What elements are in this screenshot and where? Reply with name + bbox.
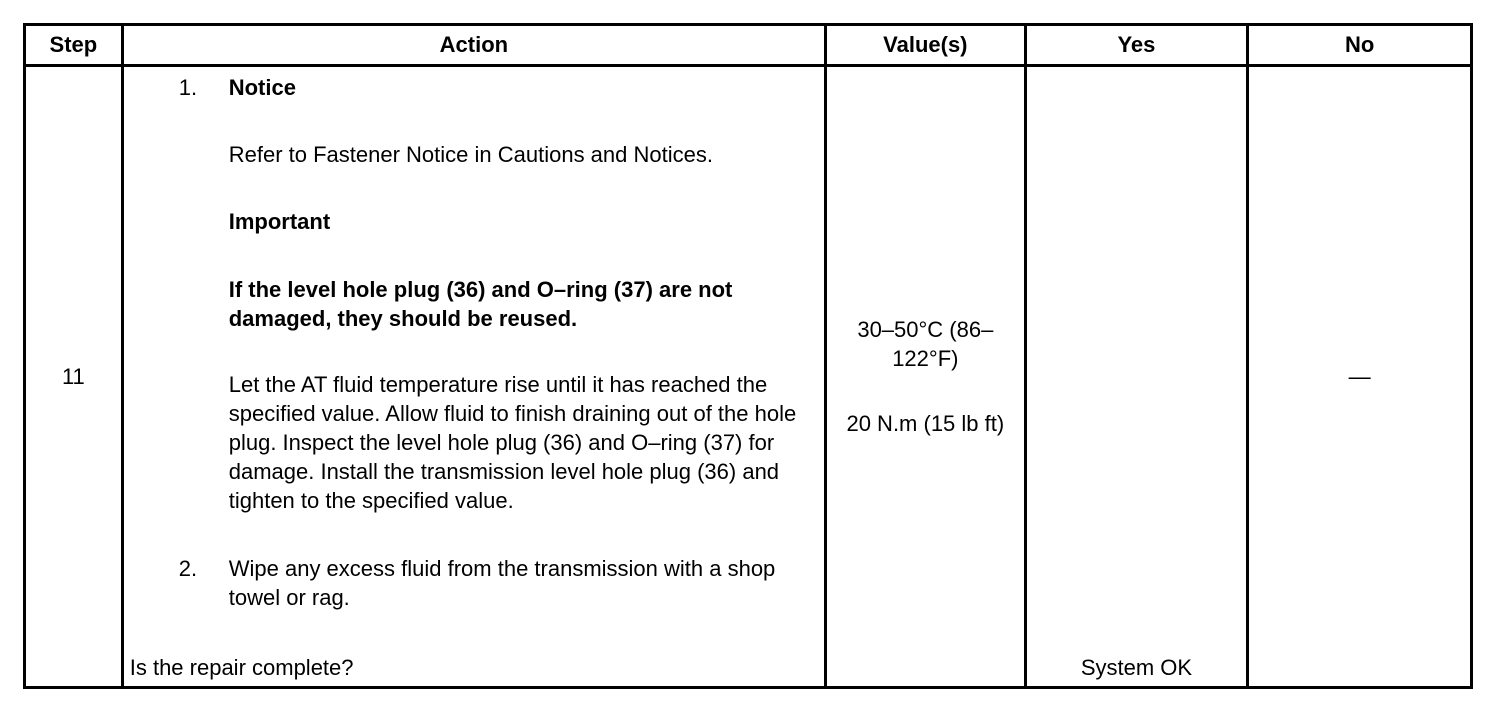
no-result: —: [1248, 66, 1472, 688]
step-number: 11: [25, 66, 123, 688]
important-heading: Important: [228, 209, 331, 234]
table-row: [25, 66, 1472, 688]
important-text: If the level hole plug (36) and O–ring (37) are not damaged, they should be reused.: [228, 277, 733, 331]
procedure-text: Let the AT fluid temperature rise until it has reached the specified value. Allow fluid to finish draining out of the hole plug. Inspect the level hole plug (36) and O–ring (37) for damage. Install the transmission level hole plug (36) and tighten to the specified value.: [228, 372, 797, 513]
item-2-text: Wipe any excess fluid from the transmission with a shop towel or rag.: [228, 556, 776, 610]
notice-text: Refer to Fastener Notice in Cautions and Notices.: [228, 142, 713, 167]
item-2-number: 2.: [178, 556, 198, 581]
header-values: Value(s): [826, 25, 1026, 66]
procedure-table: [23, 23, 1473, 689]
header-step: Step: [25, 25, 123, 66]
torque-value: 20 N.m (15 lb ft): [846, 411, 1005, 436]
yes-cell: [1025, 66, 1248, 688]
header-no: No: [1248, 25, 1472, 66]
action-cell: [122, 66, 825, 688]
item-1-number: 1.: [178, 75, 198, 100]
yes-result: System OK: [1080, 655, 1193, 680]
temperature-value: 30–50°C (86– 122°F): [857, 317, 994, 371]
header-yes: Yes: [1025, 25, 1248, 66]
question-text: Is the repair complete?: [129, 655, 354, 680]
notice-heading: Notice: [228, 75, 296, 100]
values-cell: [826, 66, 1026, 688]
header-action: Action: [122, 25, 825, 66]
header-row: [25, 25, 1472, 66]
